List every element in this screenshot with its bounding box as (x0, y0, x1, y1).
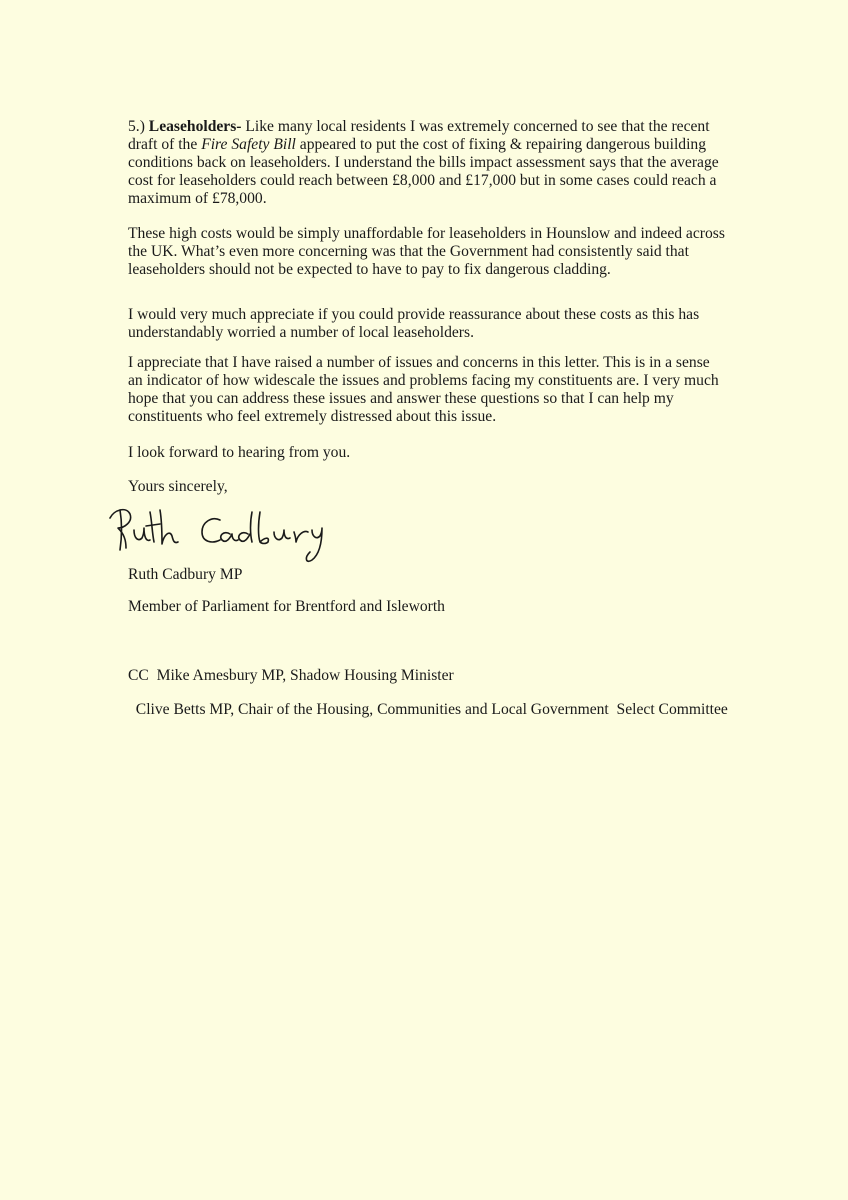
paragraph-text: I would very much appreciate if you could provide reassurance about these costs as this has understandably worried a number of local leaseholders. (128, 306, 700, 341)
paragraph-text-a: Like many local residents I was extremely concerned to see that the recent draft of the (128, 118, 710, 153)
reassurance-paragraph (128, 306, 728, 342)
cc-text: CC Mike Amesbury MP, Shadow Housing Minister (128, 667, 454, 684)
closing-remark (128, 444, 728, 462)
signer-role-text: Member of Parliament for Brentford and Isleworth (128, 598, 445, 615)
signer-role (128, 598, 728, 616)
paragraph-text: I look forward to hearing from you. (128, 444, 351, 461)
paragraph-text-b: appeared to put the cost of fixing & repairing dangerous building conditions back on leaseholders. I understand the bills impact assessment says that the average cost for leaseholders could reach between £8,000 and £17,000 but in some cases could reach a maximum of £78,000. (128, 136, 719, 207)
cc-recipient-1 (128, 667, 728, 685)
handwritten-signature (100, 498, 340, 566)
bill-name: Fire Safety Bill (201, 136, 296, 153)
issues-paragraph (128, 354, 728, 426)
valediction (128, 478, 728, 496)
leaseholders-paragraph (128, 118, 728, 208)
paragraph-text: These high costs would be simply unaffordable for leaseholders in Hounslow and indeed across the UK. What’s even more concerning was that the Government had consistently said that leaseholders should not be expected to have to pay to fix dangerous cladding. (128, 225, 725, 278)
item-number: 5.) (128, 118, 145, 135)
paragraph-text (128, 118, 728, 208)
signer-name (128, 566, 728, 584)
signer-name-text: Ruth Cadbury MP (128, 566, 243, 583)
valediction-text: Yours sincerely, (128, 478, 228, 495)
cc-text: Clive Betts MP, Chair of the Housing, Communities and Local Government Select Committee (128, 701, 728, 718)
cc-recipient-2 (128, 701, 728, 719)
costs-paragraph (128, 225, 728, 279)
paragraph-text: I appreciate that I have raised a number of issues and concerns in this letter. This is in a sense an indicator of how widescale the issues and problems facing my constituents are. I very much hope that you can address these issues and answer these questions so that I can help my constituents who feel extremely distressed about this issue. (128, 354, 719, 425)
section-heading: Leaseholders- (148, 118, 242, 135)
